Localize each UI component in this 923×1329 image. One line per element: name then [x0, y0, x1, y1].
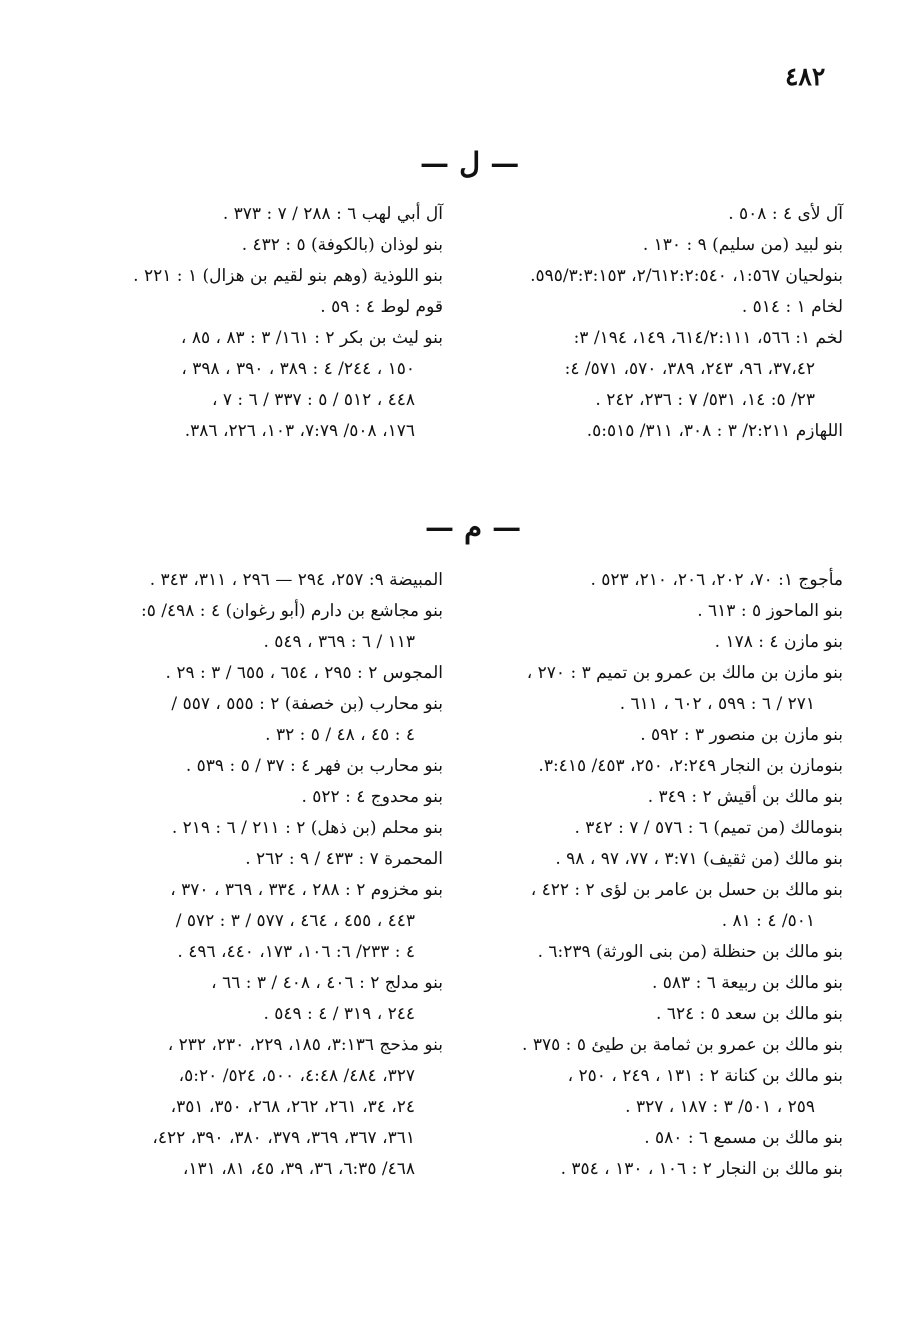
- index-entry: بنومازن بن النجار ٢:٢٤٩، ٢٥٠، ٤٥٣/ ٣:٤١٥.: [538, 756, 843, 776]
- index-entry: المحمرة ٧ : ٤٣٣ / ٩ : ٢٦٢ .: [245, 849, 443, 869]
- index-entry: بنو لوذان (بالكوفة) ٥ : ٤٣٢ .: [241, 235, 443, 255]
- index-entry: بنو لبيد (من سليم) ٩ : ١٣٠ .: [642, 235, 843, 255]
- index-entry: لخام ١ : ٥١٤ .: [741, 297, 843, 317]
- index-entry: بنو مالك بن ربيعة ٦ : ٥٨٣ .: [651, 973, 843, 993]
- index-entry: لخم ١: ٥٦٦، ٦١٤/٢:١١١، ١٤٩، ١٩٤/ ٣: ٣٧،٤٢، ٩٦، ٢٤٣، ٣٨٩، ٥٧٠، ٥٧١/ ٤: ٢٣/ ٥: ١٤، ٥٣١/ ٧ : ٢٣٦، ٢٤٢ .: [564, 328, 843, 410]
- column-right-lam: [478, 199, 843, 447]
- column-left-mim: [78, 565, 443, 1185]
- column-right-mim: [478, 565, 843, 1185]
- index-entry: بنو مالك بن النجار ٢ : ١٠٦ ، ١٣٠ ، ٣٥٤ .: [560, 1159, 843, 1179]
- index-entry: المجوس ٢ : ٢٩٥ ، ٦٥٤ ، ٦٥٥ / ٣ : ٢٩ .: [165, 663, 443, 683]
- column-left-lam: [78, 199, 443, 447]
- index-entry: المبيضة ٩: ٢٥٧، ٢٩٤ — ٢٩٦ ، ٣١١، ٣٤٣ .: [149, 570, 443, 590]
- index-entry: آل لأى ٤ : ٥٠٨ .: [728, 204, 843, 224]
- index-entry: بنو محلم (بن ذهل) ٢ : ٢١١ / ٦ : ٢١٩ .: [171, 818, 443, 838]
- index-entry: بنو مالك (من ثقيف) ٣:٧١ ، ٧٧، ٩٧ ، ٩٨ .: [555, 849, 843, 869]
- page-number: ٤٨٢: [785, 62, 826, 91]
- index-entry: بنومالك (من تميم) ٦ : ٥٧٦ / ٧ : ٣٤٢ .: [574, 818, 843, 838]
- index-entry: مأجوج ١: ٧٠، ٢٠٢، ٢٠٦، ٢١٠، ٥٢٣ .: [590, 570, 843, 590]
- index-entry: بنو مالك بن عمرو بن ثمامة بن طيئ ٥ : ٣٧٥ .: [522, 1035, 843, 1055]
- index-entry: بنو مازن ٤ : ١٧٨ .: [714, 632, 843, 652]
- index-entry: بنو مخزوم ٢ : ٢٨٨ ، ٣٣٤ ، ٣٦٩ ، ٣٧٠ ، ٤٤٣ ، ٤٥٥ ، ٤٦٤ ، ٥٧٧ / ٣ : ٥٧٢ / ٤ : ٢٣٣/ ٦: ١٠٦، ١٧٣، ٤٤٠، ٤٩٦ .: [170, 880, 443, 962]
- index-entry: قوم لوط ٤ : ٥٩ .: [320, 297, 443, 317]
- index-entry: بنو مذحج ٣:١٣٦، ١٨٥، ٢٢٩، ٢٣٠، ٢٣٢ ، ٣٢٧، ٤٨٤/ ٤:٤٨، ٥٠٠، ٥٢٤/ ٥:٢٠، ٢٤، ٣٤، ٢٦١، ٢٦٢، ٢٦٨، ٣٥٠، ٣٥١، ٣٦١، ٣٦٧، ٣٦٩، ٣٧٩، ٣٨٠، ٣٩٠، ٤٢٢، ٤٦٨/ ٦:٣٥، ٣٦، ٣٩، ٤٥، ٨١، ١٣١،: [152, 1035, 443, 1179]
- index-entry: بنو مالك بن أقيش ٢ : ٣٤٩ .: [647, 787, 843, 807]
- index-entry: بنو مازن بن منصور ٣ : ٥٩٢ .: [640, 725, 843, 745]
- index-entry: بنو محارب بن فهر ٤ : ٣٧ / ٥ : ٥٣٩ .: [185, 756, 443, 776]
- index-entry: بنو مازن بن مالك بن عمرو بن تميم ٣ : ٢٧٠ ، ٢٧١ / ٦ : ٥٩٩ ، ٦٠٢ ، ٦١١ .: [526, 663, 843, 714]
- index-entry: بنو محدوج ٤ : ٥٢٢ .: [301, 787, 443, 807]
- section-heading-mim: — م —: [425, 510, 522, 544]
- index-entry: بنو ليث بن بكر ٢ : ١٦١/ ٣ : ٨٣ ، ٨٥ ، ١٥٠ ، ٢٤٤/ ٤ : ٣٨٩ ، ٣٩٠ ، ٣٩٨ ، ٤٤٨ ، ٥١٢ / ٥ : ٣٣٧ / ٦ : ٧ ، ١٧٦، ٥٠٨/ ٧:٧٩، ١٠٣، ٢٢٦، ٣٨٦.: [180, 328, 443, 441]
- index-entry: آل أبي لهب ٦ : ٢٨٨ / ٧ : ٣٧٣ .: [222, 204, 443, 224]
- index-entry: بنو مالك بن حنظلة (من بنى الورثة) ٦:٢٣٩ .: [537, 942, 843, 962]
- index-entry: اللهازم ٢:٢١١/ ٣ : ٣٠٨، ٣١١/ ٥:٥١٥.: [586, 421, 843, 441]
- index-entry: بنو مدلج ٢ : ٤٠٦ ، ٤٠٨ / ٣ : ٦٦ ، ٢٤٤ ، ٣١٩ / ٤ : ٥٤٩ .: [211, 973, 443, 1024]
- index-entry: بنو مالك بن مسمع ٦ : ٥٨٠ .: [644, 1128, 843, 1148]
- index-entry: بنو اللوذية (وهم بنو لقيم بن هزال) ١ : ٢٢١ .: [133, 266, 443, 286]
- index-entry: بنو مالك بن كنانة ٢ : ١٣١ ، ٢٤٩ ، ٢٥٠ ، ٢٥٩ ، ٥٠١/ ٣ : ١٨٧ ، ٣٢٧ .: [567, 1066, 843, 1117]
- index-entry: بنو مالك بن سعد ٥ : ٦٢٤ .: [656, 1004, 843, 1024]
- index-entry: بنو مجاشع بن دارم (أبو رغوان) ٤ : ٤٩٨/ ٥: ١١٣ / ٦ : ٣٦٩ ، ٥٤٩ .: [140, 601, 443, 652]
- index-entry: بنولحيان ١:٥٦٧، ٢/٦١٢:٢:٥٤٠، ٥٩٥/٣:٣:١٥٣.: [530, 266, 843, 286]
- index-entry: بنو محارب (بن خصفة) ٢ : ٥٥٥ ، ٥٥٧ / ٤ : ٤٥ ، ٤٨ / ٥ : ٣٢ .: [171, 694, 443, 745]
- index-entry: بنو الماحوز ٥ : ٦١٣ .: [697, 601, 843, 621]
- section-heading-lam: — ل —: [420, 146, 520, 180]
- index-entry: بنو مالك بن حسل بن عامر بن لؤى ٢ : ٤٢٢ ، ٥٠١/ ٤ : ٨١ .: [530, 880, 843, 931]
